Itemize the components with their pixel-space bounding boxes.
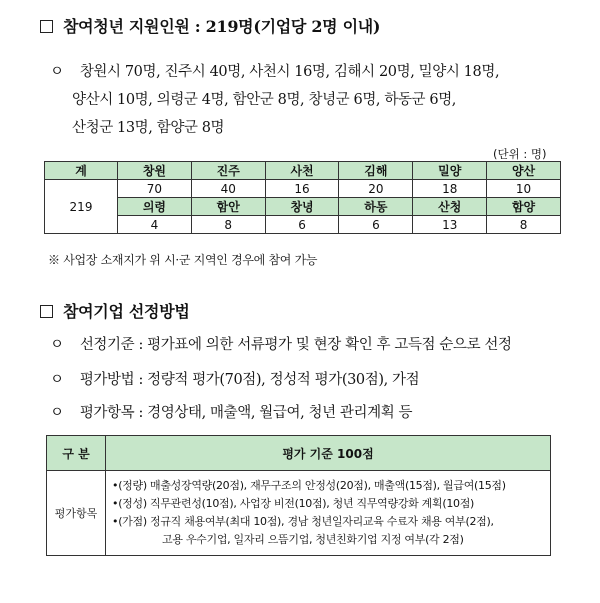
region-header: 김해: [339, 162, 413, 180]
bullet-marker: ㅇ: [50, 337, 64, 353]
bullet-line-3: 산청군 13명, 함양군 8명: [72, 120, 225, 136]
table-row: [45, 216, 561, 234]
region-value: 70: [118, 180, 192, 198]
region-value: 20: [339, 180, 413, 198]
bullet-line-evaluation-method: ㅇ 평가방법 : 정량적 평가(70점), 정성적 평가(30점), 가점: [50, 372, 420, 388]
table-row: [45, 198, 561, 216]
bullet-line-evaluation-items: ㅇ 평가항목 : 경영상태, 매출액, 월급여, 청년 관리계획 등: [50, 405, 413, 421]
checkbox-square-icon: [40, 20, 53, 33]
region-header: 밀양: [413, 162, 487, 180]
region-header: 하동: [339, 198, 413, 216]
total-value: 219: [45, 180, 118, 234]
table-row: [47, 436, 551, 471]
region-header: 사천: [265, 162, 339, 180]
region-header: 산청: [413, 198, 487, 216]
region-count-table: [44, 161, 561, 234]
bullet-line-1: ㅇ 창원시 70명, 진주시 40명, 사천시 16명, 김해시 20명, 밀양시 18명,: [50, 64, 500, 80]
category-header: 구 분: [47, 436, 106, 471]
criteria-line: •(정량) 매출성장역량(20점), 재무구조의 안정성(20점), 매출액(15점), 월급여(15점): [112, 479, 506, 492]
checkbox-square-icon: [40, 305, 53, 318]
table-row: [45, 180, 561, 198]
region-value: 16: [265, 180, 339, 198]
bullet-marker: ㅇ: [50, 405, 64, 421]
region-value: 8: [487, 216, 561, 234]
criteria-line: 고용 우수기업, 일자리 으뜸기업, 청년친화기업 지정 여부(각 2점): [162, 533, 464, 546]
region-value: 6: [339, 216, 413, 234]
bullet-line-2: 양산시 10명, 의령군 4명, 함안군 8명, 창녕군 6명, 하동군 6명,: [72, 92, 457, 108]
region-value: 4: [118, 216, 192, 234]
eligibility-note: ※ 사업장 소재지가 위 시·군 지역인 경우에 참여 가능: [48, 253, 318, 267]
region-value: 18: [413, 180, 487, 198]
criteria-line: •(정성) 직무관련성(10점), 사업장 비전(10점), 청년 직무역량강화 계획(10점): [112, 497, 475, 510]
criteria-header: 평가 기준 100점: [106, 436, 551, 471]
bullet-line-selection-criteria: ㅇ 선정기준 : 평가표에 의한 서류평가 및 현장 확인 후 고득점 순으로 선정: [50, 337, 512, 353]
section2-heading: 참여기업 선정방법: [40, 299, 190, 322]
region-header: 창원: [118, 162, 192, 180]
region-header: 창녕: [265, 198, 339, 216]
region-value: 10: [487, 180, 561, 198]
criteria-content: [106, 471, 551, 556]
total-header: 계: [45, 162, 118, 180]
region-value: 6: [265, 216, 339, 234]
region-header: 함양: [487, 198, 561, 216]
region-value: 8: [191, 216, 265, 234]
region-header: 진주: [191, 162, 265, 180]
table-row: [47, 471, 551, 556]
evaluation-criteria-table: [46, 435, 551, 556]
table-row: [45, 162, 561, 180]
bullet-marker: ㅇ: [50, 372, 64, 388]
row-label: 평가항목: [47, 471, 106, 556]
section1-heading: 참여청년 지원인원 : 219명(기업당 2명 이내): [40, 14, 380, 37]
region-value: 13: [413, 216, 487, 234]
criteria-line: •(가점) 정규직 채용여부(최대 10점), 경남 청년일자리교육 수료자 채용 여부(2점),: [112, 515, 494, 528]
unit-label: (단위 : 명): [493, 147, 547, 161]
region-value: 40: [191, 180, 265, 198]
region-header: 양산: [487, 162, 561, 180]
bullet-marker: ㅇ: [50, 64, 64, 80]
region-header: 의령: [118, 198, 192, 216]
region-header: 함안: [191, 198, 265, 216]
